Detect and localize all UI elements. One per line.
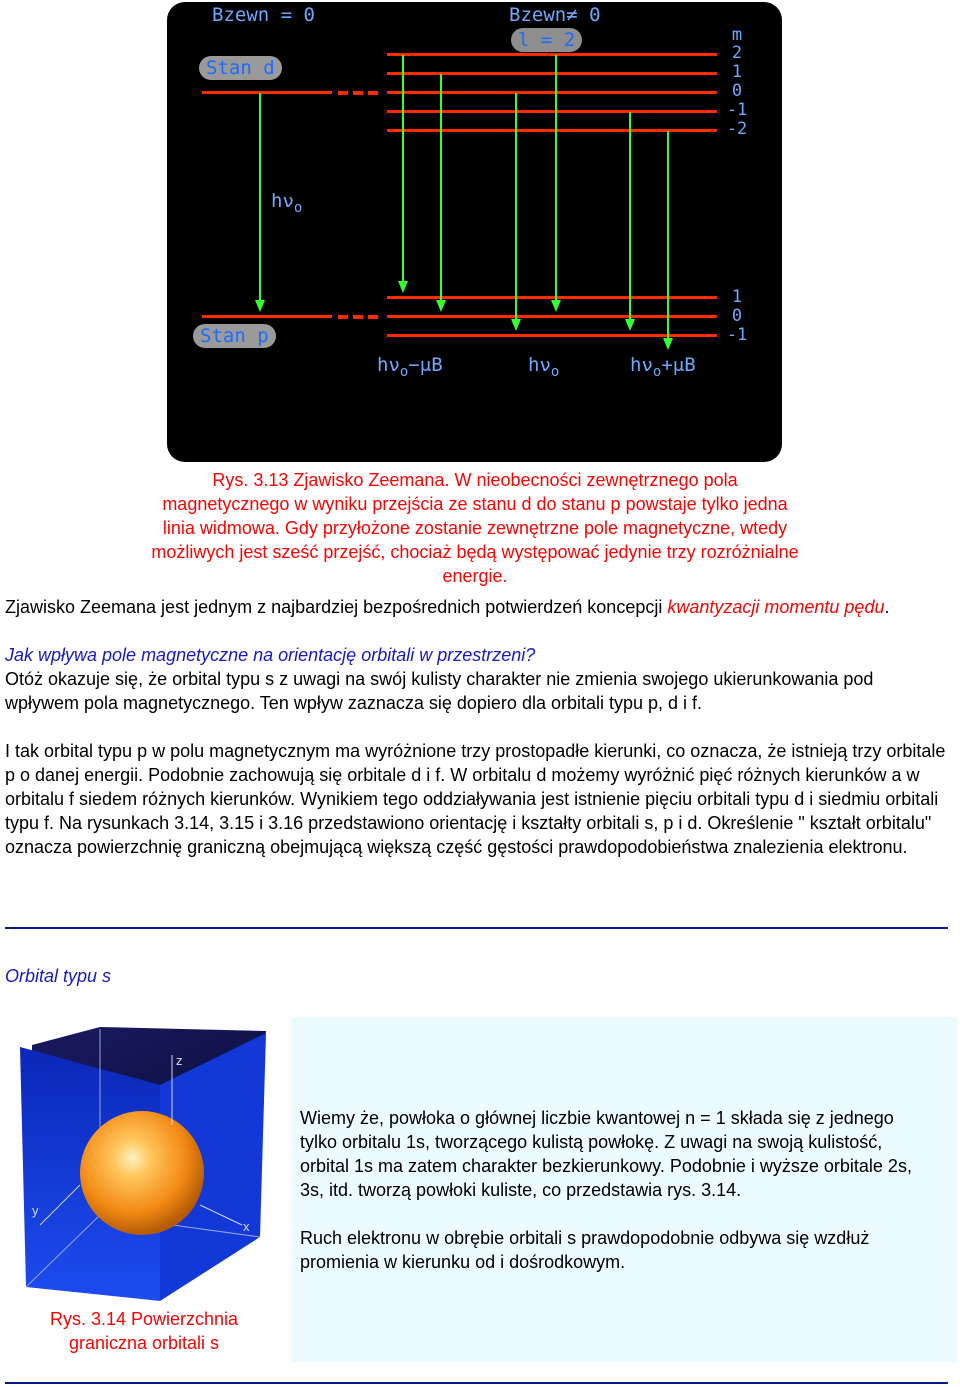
axis-x-label: x	[243, 1219, 250, 1234]
info-paragraph-2: Ruch elektronu w obrębie orbitali s prawdopodobnie odbywa się wzdłuż promienia w kierunku od i dośrodkowym.	[300, 1228, 870, 1272]
level-p-unsplit	[202, 315, 332, 318]
section-heading-orbital-s: Orbital typu s	[5, 966, 112, 986]
transition-line	[555, 55, 557, 304]
photon-label-minus: $h\nu_o-\mu B$	[377, 354, 443, 380]
label-b-zero: Bzewn = 0	[212, 4, 315, 26]
transition-line	[259, 93, 261, 303]
label-b-nonzero: Bzewn≠ 0	[509, 4, 601, 26]
link-momentu-pedu[interactable]: momentu pędu	[764, 597, 885, 617]
m-header: m	[731, 25, 743, 45]
question-heading: Jak wpływa pole magnetyczne na orientację orbitali w przestrzeni?	[5, 645, 536, 665]
link-kwantyzacji[interactable]: kwantyzacji	[667, 597, 760, 617]
label-state-d: Stan d	[199, 56, 282, 80]
m-label: -1	[726, 325, 748, 345]
level-dash	[368, 91, 378, 95]
m-label: 0	[731, 306, 743, 326]
info-paragraph-1: Wiemy że, powłoka o głównej liczbie kwantowej n = 1 składa się z jednego tylko orbitalu 1s, tworzącego kulistą powłokę. Z uwagi na swoją kulistość, orbital 1s ma zatem charakter bezkierunkowy. Podobnie i wyższe orbitale 2s, 3s, itd. tworzą powłoki kuliste, co przedstawia rys. 3.14.	[300, 1108, 912, 1200]
m-label: -2	[726, 119, 748, 139]
bottom-divider	[5, 1382, 948, 1384]
orbital-s-image	[20, 1025, 268, 1303]
paragraph-p-d-f: I tak orbital typu p w polu magnetycznym ma wyróżnione trzy prostopadłe kierunki, co oznacza, że istnieją trzy orbitale p o danej energii. Podobnie zachowują się orbitale d i f. W orbitalu d możemy wyróżnić pięć różnych kierunków a w orbitalu f siedem różnych kierunków. Wynikiem tego oddziaływania jest istnienie pięciu orbitali typu d i siedmiu orbitali typu f. Na rysunkach 3.14, 3.15 i 3.16 przedstawiono orientację i kształty orbitali s, p i d. Określenie " kształt orbitalu" oznacza powierzchnię graniczną obejmującą większą część gęstości prawdopodobieństwa znalezienia elektronu.	[5, 741, 946, 857]
axis-z-label: z	[176, 1053, 183, 1068]
transition-line	[402, 55, 404, 285]
level-d-unsplit	[202, 91, 332, 94]
level-dash	[353, 91, 363, 95]
transition-arrow	[551, 300, 561, 312]
figure-caption-3-14: Rys. 3.14 Powierzchnia graniczna orbitali s	[49, 1309, 239, 1353]
transition-line	[440, 74, 442, 304]
m-label: 1	[731, 287, 743, 307]
transition-arrow	[625, 319, 635, 331]
orbital-sphere	[80, 1111, 204, 1235]
level-dash	[368, 315, 378, 319]
level-dash	[338, 315, 348, 319]
paragraph-zeeman	[5, 595, 950, 619]
transition-arrow	[511, 319, 521, 331]
photon-label-hv0: $h\nu_o$	[271, 190, 303, 216]
m-label: -1	[726, 100, 748, 120]
m-label: 1	[731, 62, 743, 82]
paragraph-text: Zjawisko Zeemana jest jednym z najbardziej bezpośrednich potwierdzeń koncepcji	[5, 597, 668, 617]
paragraph-s-orbital: Otóż okazuje się, że orbital typu s z uwagi na swój kulisty charakter nie zmienia swojego ukierunkowania pod wpływem pola magnetycznego. Ten wpływ zaznacza się dopiero dla orbitali typu p, d i f.	[5, 669, 874, 713]
zeeman-diagram	[167, 2, 782, 462]
level-d-m0	[387, 91, 717, 94]
level-dash	[338, 91, 348, 95]
photon-label-plus: $h\nu_o+\mu B$	[630, 354, 696, 380]
figure-caption-3-13: Rys. 3.13 Zjawisko Zeemana. W nieobecności zewnętrznego pola magnetycznego w wyniku przejścia ze stanu d do stanu p powstaje tylko jedna linia widmowa. Gdy przyłożone zostanie zewnętrzne pole magnetyczne, wtedy możliwych jest sześć przejść, chociaż będą występować jedynie trzy rozróżnialne energie.	[151, 470, 799, 586]
transition-line	[629, 112, 631, 323]
label-l-value: l = 2	[511, 28, 582, 52]
transition-arrow	[398, 281, 408, 293]
m-label: 2	[731, 43, 743, 63]
photon-label-center: $h\nu_o$	[528, 354, 560, 380]
transition-arrow	[255, 300, 265, 312]
transition-line	[667, 131, 669, 342]
axis-y-label: y	[32, 1203, 39, 1218]
paragraph-period: .	[884, 597, 890, 617]
transition-arrow	[663, 338, 673, 350]
level-d-m-1	[387, 110, 717, 113]
transition-line	[515, 93, 517, 323]
level-d-m2	[387, 53, 717, 56]
m-label: 0	[731, 81, 743, 101]
transition-arrow	[436, 300, 446, 312]
orbital-s-figure	[20, 1025, 268, 1303]
level-d-m1	[387, 72, 717, 75]
divider	[5, 927, 948, 929]
label-state-p: Stan p	[193, 324, 276, 348]
info-panel	[291, 1017, 957, 1362]
level-dash	[353, 315, 363, 319]
